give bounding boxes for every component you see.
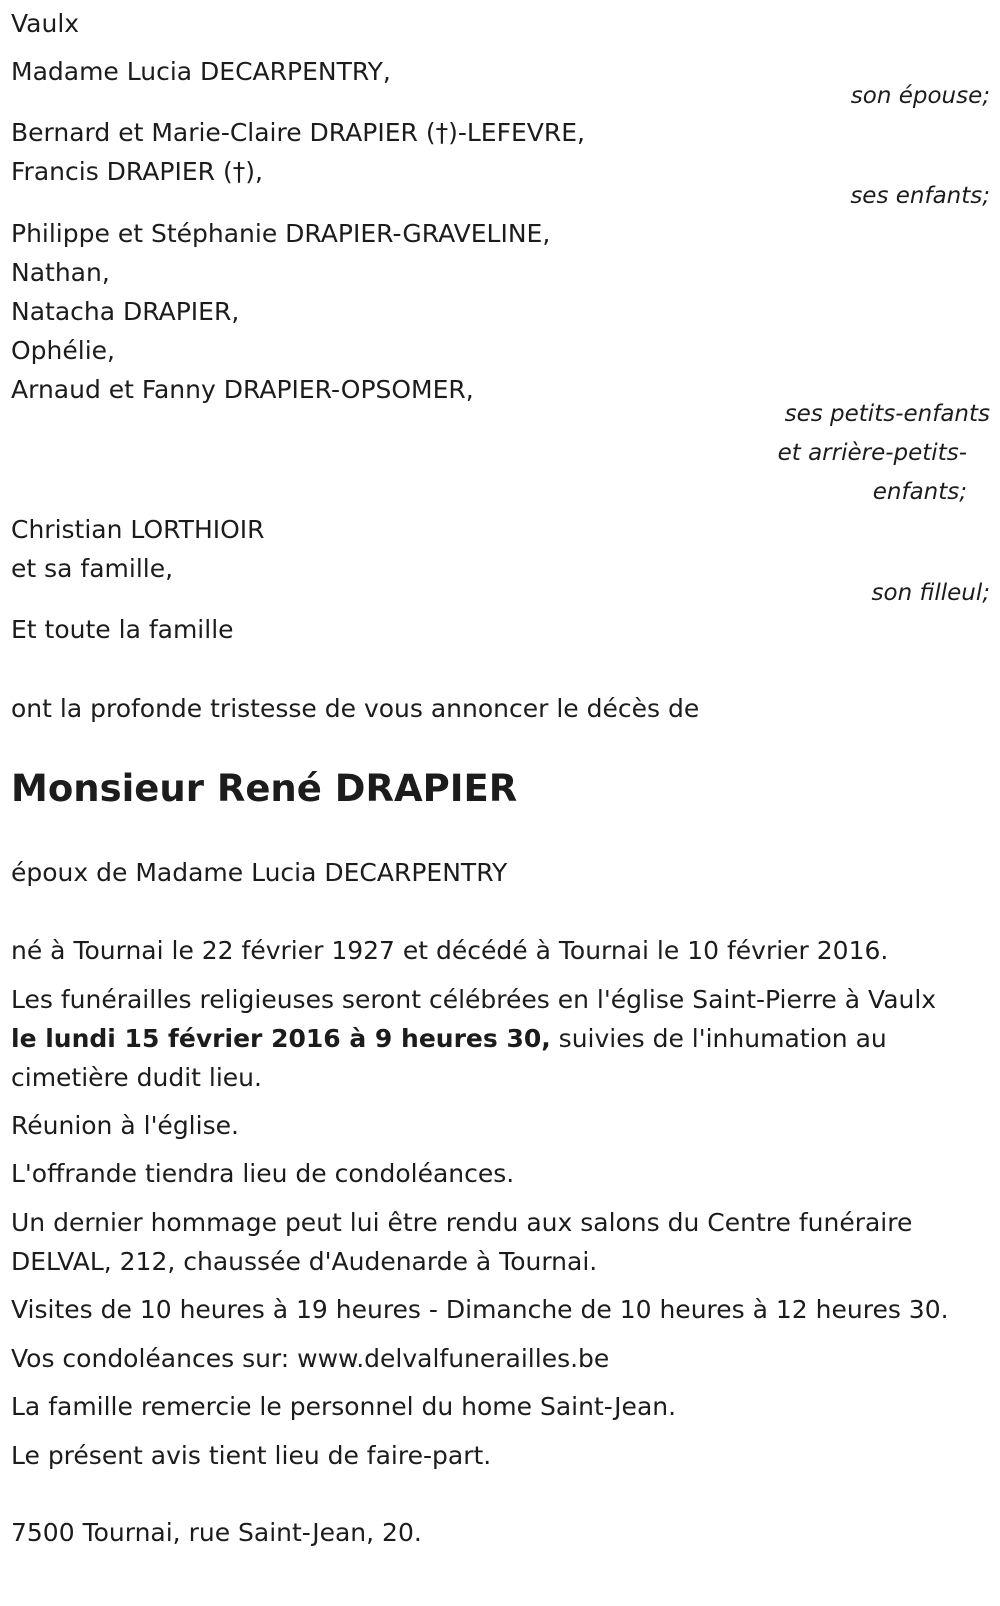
offering: L'offrande tiendra lieu de condoléances.	[11, 1159, 515, 1188]
children-role: ses enfants;	[850, 183, 990, 209]
funeral-line-3: cimetière dudit lieu.	[11, 1063, 262, 1092]
tribute-line-1: Un dernier hommage peut lui être rendu aux salons du Centre funéraire	[11, 1208, 913, 1237]
visits: Visites de 10 heures à 19 heures - Dimanche de 10 heures à 12 heures 30.	[11, 1295, 949, 1324]
grandchild-3: Natacha DRAPIER,	[11, 297, 240, 326]
godson-1: Christian LORTHIOIR	[11, 515, 265, 544]
deceased-name: Monsieur René DRAPIER	[11, 767, 518, 810]
funeral-date: le lundi 15 février 2016 à 9 heures 30,	[11, 1024, 551, 1053]
godson-2: et sa famille,	[11, 554, 174, 583]
notice: Le présent avis tient lieu de faire-part.	[11, 1441, 492, 1470]
spouse-role: son épouse;	[850, 83, 990, 109]
funeral-line-1: Les funérailles religieuses seront célébrées en l'église Saint-Pierre à Vaulx	[11, 985, 937, 1014]
grandchild-1: Philippe et Stéphanie DRAPIER-GRAVELINE,	[11, 219, 551, 248]
location: Vaulx	[11, 9, 80, 38]
child-2: Francis DRAPIER (†),	[11, 157, 263, 186]
thanks: La famille remercie le personnel du home Saint-Jean.	[11, 1392, 677, 1421]
condolences: Vos condoléances sur: www.delvalfunerailles.be	[11, 1344, 610, 1373]
whole-family: Et toute la famille	[11, 615, 234, 644]
grandchildren-role-3: enfants;	[872, 479, 967, 505]
grandchildren-role-1: ses petits-enfants	[784, 401, 990, 427]
meeting: Réunion à l'église.	[11, 1111, 239, 1140]
address: 7500 Tournai, rue Saint-Jean, 20.	[11, 1518, 422, 1547]
grandchildren-role-2: et arrière-petits-	[777, 440, 967, 466]
announcement: ont la profonde tristesse de vous annoncer le décès de	[11, 694, 700, 723]
tribute-line-2: DELVAL, 212, chaussée d'Audenarde à Tournai.	[11, 1247, 598, 1276]
spouse-name: Madame Lucia DECARPENTRY,	[11, 57, 391, 86]
funeral-line-2	[11, 1024, 887, 1054]
spouse-of: époux de Madame Lucia DECARPENTRY	[11, 858, 508, 887]
birth-death: né à Tournai le 22 février 1927 et décédé à Tournai le 10 février 2016.	[11, 936, 889, 965]
grandchild-5: Arnaud et Fanny DRAPIER-OPSOMER,	[11, 375, 474, 404]
child-1: Bernard et Marie-Claire DRAPIER (†)-LEFEVRE,	[11, 118, 585, 147]
grandchild-2: Nathan,	[11, 258, 110, 287]
funeral-line-2-rest: suivies de l'inhumation au	[550, 1024, 887, 1053]
godson-role: son filleul;	[871, 580, 990, 606]
grandchild-4: Ophélie,	[11, 336, 115, 365]
